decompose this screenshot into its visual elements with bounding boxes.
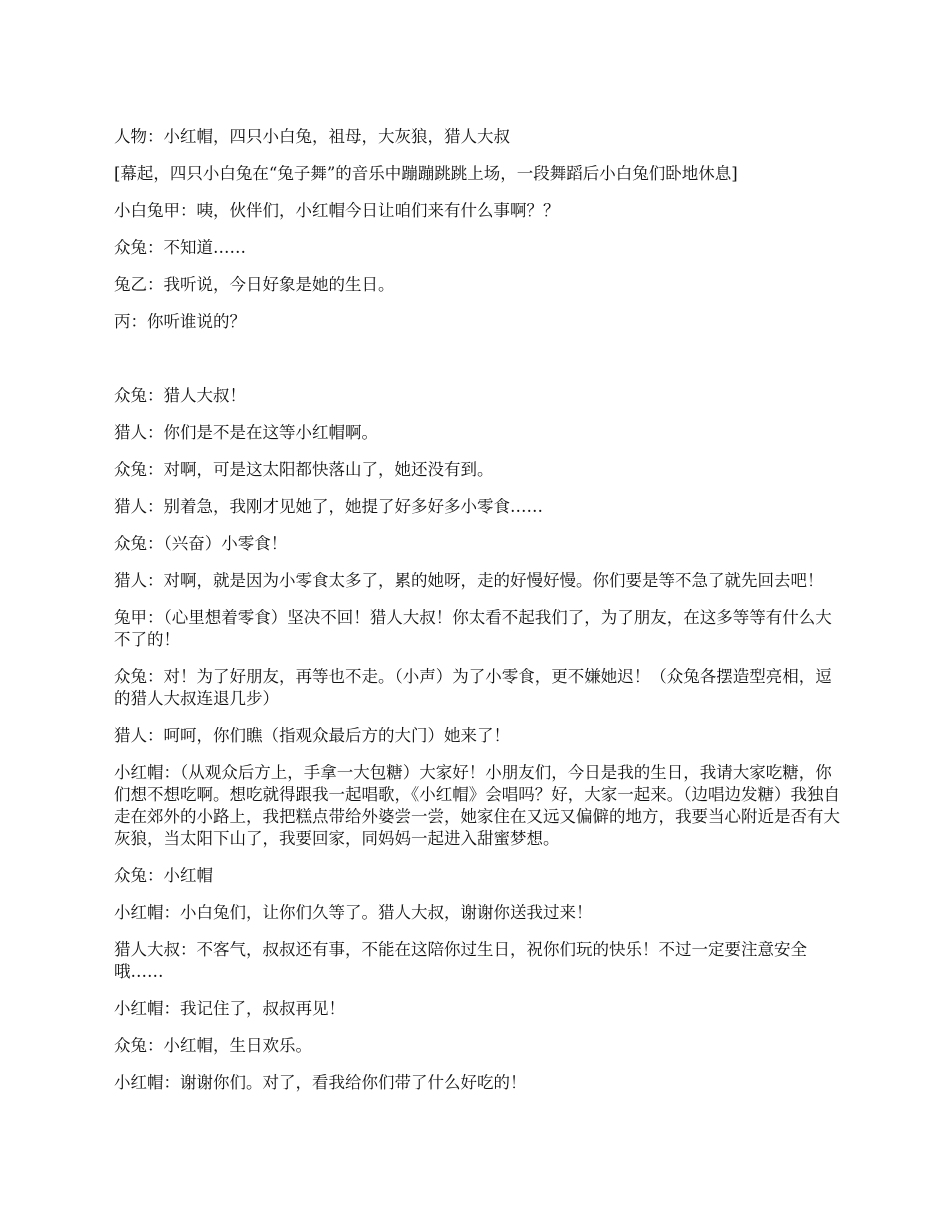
dialogue-line: 众兔：（兴奋）小零食！	[114, 534, 288, 553]
dialogue-line: 众兔：不知道……	[114, 238, 246, 257]
dialogue-line: 兔乙：我听说，今日好象是她的生日。	[114, 275, 395, 294]
dialogue-line: 众兔：猎人大叔！	[114, 386, 246, 405]
dialogue-line: 小白兔甲：咦，伙伴们，小红帽今日让咱们来有什么事啊？？	[114, 201, 560, 220]
dialogue-line: 猎人：你们是不是在这等小红帽啊。	[114, 423, 378, 442]
cast-list: 人物：小红帽，四只小白兔，祖母，大灰狼，猎人大叔	[114, 127, 510, 146]
dialogue-line: 众兔：对啊，可是这太阳都快落山了，她还没有到。	[114, 460, 494, 479]
dialogue-line: 众兔：对！为了好朋友，再等也不走。（小声）为了小零食，更不嫌她迟！（众兔各摆造型亮相，逗的猎人大叔连退几步）	[114, 667, 832, 708]
dialogue-line: 小红帽：（从观众后方上，手拿一大包糖）大家好！小朋友们，今日是我的生日，我请大家吃糖，你们想不想吃啊。想吃就得跟我一起唱歌，《小红帽》会唱吗？好，大家一起来。（边唱边发糖）我独自走在郊外的小路上，我把糕点带给外婆尝一尝，她家住在又远又偏僻的地方，我要当心附近是否有大灰狼，当太阳下山了，我要回家，同妈妈一起进入甜蜜梦想。	[114, 763, 840, 848]
dialogue-line: 小红帽：谢谢你们。对了，看我给你们带了什么好吃的！	[114, 1073, 527, 1092]
dialogue-line: 众兔：小红帽，生日欢乐。	[114, 1036, 312, 1055]
dialogue-line: 猎人：呵呵，你们瞧（指观众最后方的大门）她来了！	[114, 726, 510, 745]
dialogue-line: 猎人：对啊，就是因为小零食太多了，累的她呀，走的好慢好慢。你们要是等不急了就先回去吧！	[114, 571, 824, 590]
dialogue-line: 猎人大叔：不客气，叔叔还有事，不能在这陪你过生日，祝你们玩的快乐！不过一定要注意安全哦……	[114, 940, 807, 981]
document-page	[114, 126, 840, 1109]
stage-direction: [幕起，四只小白兔在“兔子舞”的音乐中蹦蹦跳跳上场，一段舞蹈后小白兔们卧地休息]	[114, 164, 738, 183]
dialogue-line: 兔甲：（心里想着零食）坚决不回！猎人大叔！你太看不起我们了，为了朋友，在这多等等有什么大不了的！	[114, 608, 832, 649]
section-gap	[114, 348, 840, 385]
dialogue-line: 丙：你听谁说的？	[114, 312, 246, 331]
dialogue-line: 猎人：别着急，我刚才见她了，她提了好多好多小零食……	[114, 497, 543, 516]
dialogue-line: 小红帽：小白兔们，让你们久等了。猎人大叔，谢谢你送我过来！	[114, 903, 593, 922]
dialogue-line: 小红帽：我记住了，叔叔再见！	[114, 999, 345, 1018]
dialogue-line: 众兔：小红帽	[114, 866, 213, 885]
